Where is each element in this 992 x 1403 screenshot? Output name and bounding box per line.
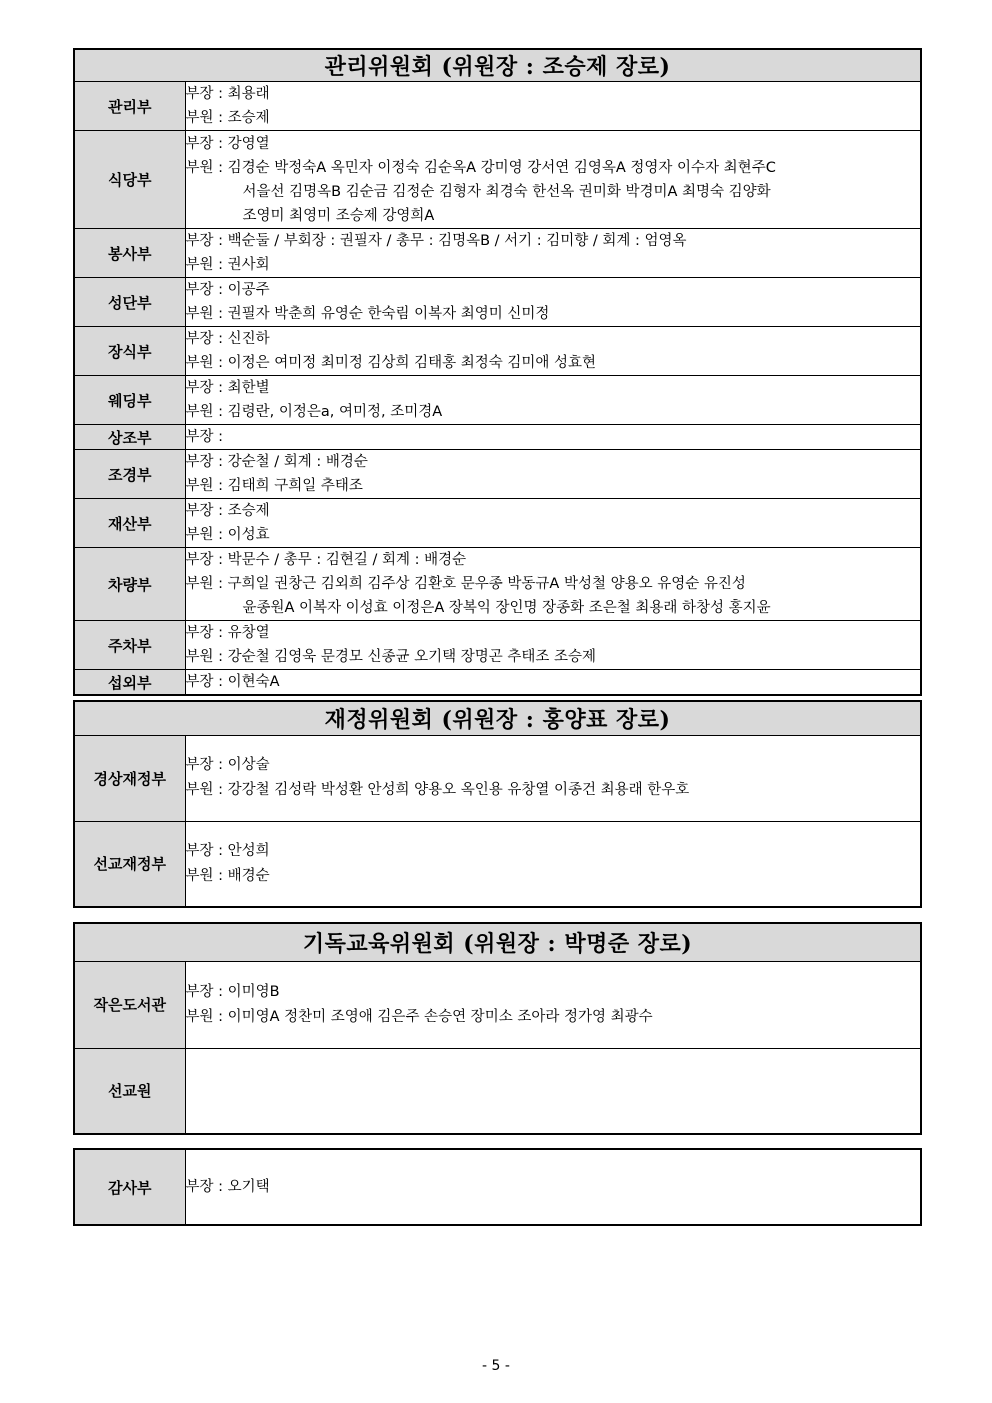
content-line: 부원 : 강강철 김성락 박성환 안성희 양용오 옥인용 유창열 이종건 최용래 한우호 [185, 782, 690, 798]
dept-content [185, 278, 921, 327]
content-line: 부원 : 이정은 여미정 최미정 김상희 김태홍 최정숙 김미애 성효현 [185, 355, 597, 371]
dept-label: 재산부 [74, 499, 185, 548]
dept-label: 장식부 [74, 327, 185, 376]
content-line: 부장 : 강영열 [185, 135, 270, 152]
content-line: 윤종원A 이복자 이성효 이정은A 장복익 장인명 장종화 조은철 최용래 하창성 홍지윤 [242, 600, 771, 616]
content-line: 부장 : 신진하 [185, 331, 270, 347]
dept-label: 차량부 [74, 548, 185, 621]
dept-content [185, 670, 921, 696]
dept-label: 식당부 [74, 131, 185, 229]
content-line: 부장 : 이현숙A [185, 674, 280, 690]
content-line: 부원 : 김령란, 이정은a, 여미정, 조미경A [185, 404, 443, 420]
dept-content [185, 229, 921, 278]
dept-label: 선교재정부 [74, 821, 185, 907]
dept-content [185, 735, 921, 821]
committee-management-table [73, 48, 922, 696]
content-line: 부원 : 권필자 박춘희 유영순 한숙림 이복자 최영미 신미정 [185, 306, 550, 322]
dept-label: 성단부 [74, 278, 185, 327]
dept-label: 관리부 [74, 82, 185, 131]
content-line: 부장 : [185, 429, 224, 445]
committee-title: 재정위원회 (위원장 : 홍양표 장로) [74, 701, 921, 735]
dept-content [185, 548, 921, 621]
content-line: 부장 : 오기택 [185, 1178, 270, 1195]
page-number: - 5 - [482, 1358, 510, 1374]
content-line: 부장 : 백순둘 / 부회장 : 권필자 / 총무 : 김명옥B / 서기 : 김미향 / 회계 : 엄영옥 [185, 233, 687, 249]
committee-title: 기독교육위원회 (위원장 : 박명준 장로) [74, 923, 921, 961]
content-line: 부원 : 배경순 [185, 867, 270, 884]
content-line: 부원 : 구희일 권창근 김외희 김주상 김환호 문우종 박동규A 박성철 양용오 유영순 유진성 [185, 576, 746, 592]
content-line: 부장 : 최한별 [185, 380, 270, 396]
content-line: 부장 : 강순철 / 회계 : 배경순 [185, 454, 368, 470]
dept-label: 봉사부 [74, 229, 185, 278]
content-line: 부원 : 김태희 구희일 추태조 [185, 478, 363, 494]
content-line: 부장 : 안성희 [185, 842, 270, 859]
content-line: 부장 : 박문수 / 총무 : 김현길 / 회계 : 배경순 [185, 552, 467, 568]
dept-content [185, 621, 921, 670]
content-line: 부장 : 이미영B [185, 983, 280, 1000]
content-line: 부원 : 이성효 [185, 527, 270, 543]
content-line: 부장 : 조승제 [185, 503, 270, 519]
content-line: 부장 : 이상술 [185, 757, 270, 773]
dept-content [185, 425, 921, 450]
dept-content [185, 450, 921, 499]
dept-label: 주차부 [74, 621, 185, 670]
audit-table [73, 1148, 922, 1226]
dept-content [185, 1048, 921, 1134]
dept-content [185, 1149, 921, 1225]
dept-content [185, 131, 921, 229]
content-line: 부원 : 조승제 [185, 110, 270, 126]
dept-content [185, 821, 921, 907]
dept-label: 감사부 [74, 1149, 185, 1225]
content-line: 서을선 김명옥B 김순금 김정순 김형자 최경숙 한선옥 권미화 박경미A 최명숙 김양화 [242, 183, 771, 200]
dept-content [185, 82, 921, 131]
dept-label: 웨딩부 [74, 376, 185, 425]
committee-finance-table [73, 700, 922, 908]
dept-content [185, 961, 921, 1048]
dept-content [185, 499, 921, 548]
dept-label: 작은도서관 [74, 961, 185, 1048]
content-line: 부장 : 최용래 [185, 86, 270, 102]
dept-content [185, 327, 921, 376]
content-line: 부원 : 이미영A 정찬미 조영애 김은주 손승연 장미소 조아라 정가영 최광수 [185, 1008, 653, 1025]
content-line: 부원 : 권사회 [185, 257, 270, 273]
dept-label: 섭외부 [74, 670, 185, 696]
dept-content [185, 376, 921, 425]
content-line: 부원 : 김경순 박정숙A 옥민자 이정숙 김순옥A 강미영 강서연 김영옥A 정영자 이수자 최현주C [185, 159, 776, 176]
content-line: 조영미 최영미 조승제 강영희A [242, 207, 435, 224]
dept-label: 조경부 [74, 450, 185, 499]
committee-education-table [73, 922, 922, 1135]
content-line: 부장 : 유창열 [185, 625, 270, 641]
dept-label: 상조부 [74, 425, 185, 450]
dept-label: 경상재정부 [74, 735, 185, 821]
committee-title: 관리위원회 (위원장 : 조승제 장로) [74, 49, 921, 82]
content-line: 부장 : 이공주 [185, 282, 270, 298]
dept-label: 선교원 [74, 1048, 185, 1134]
content-line: 부원 : 강순철 김영욱 문경모 신종균 오기택 장명곤 추태조 조승제 [185, 649, 597, 665]
